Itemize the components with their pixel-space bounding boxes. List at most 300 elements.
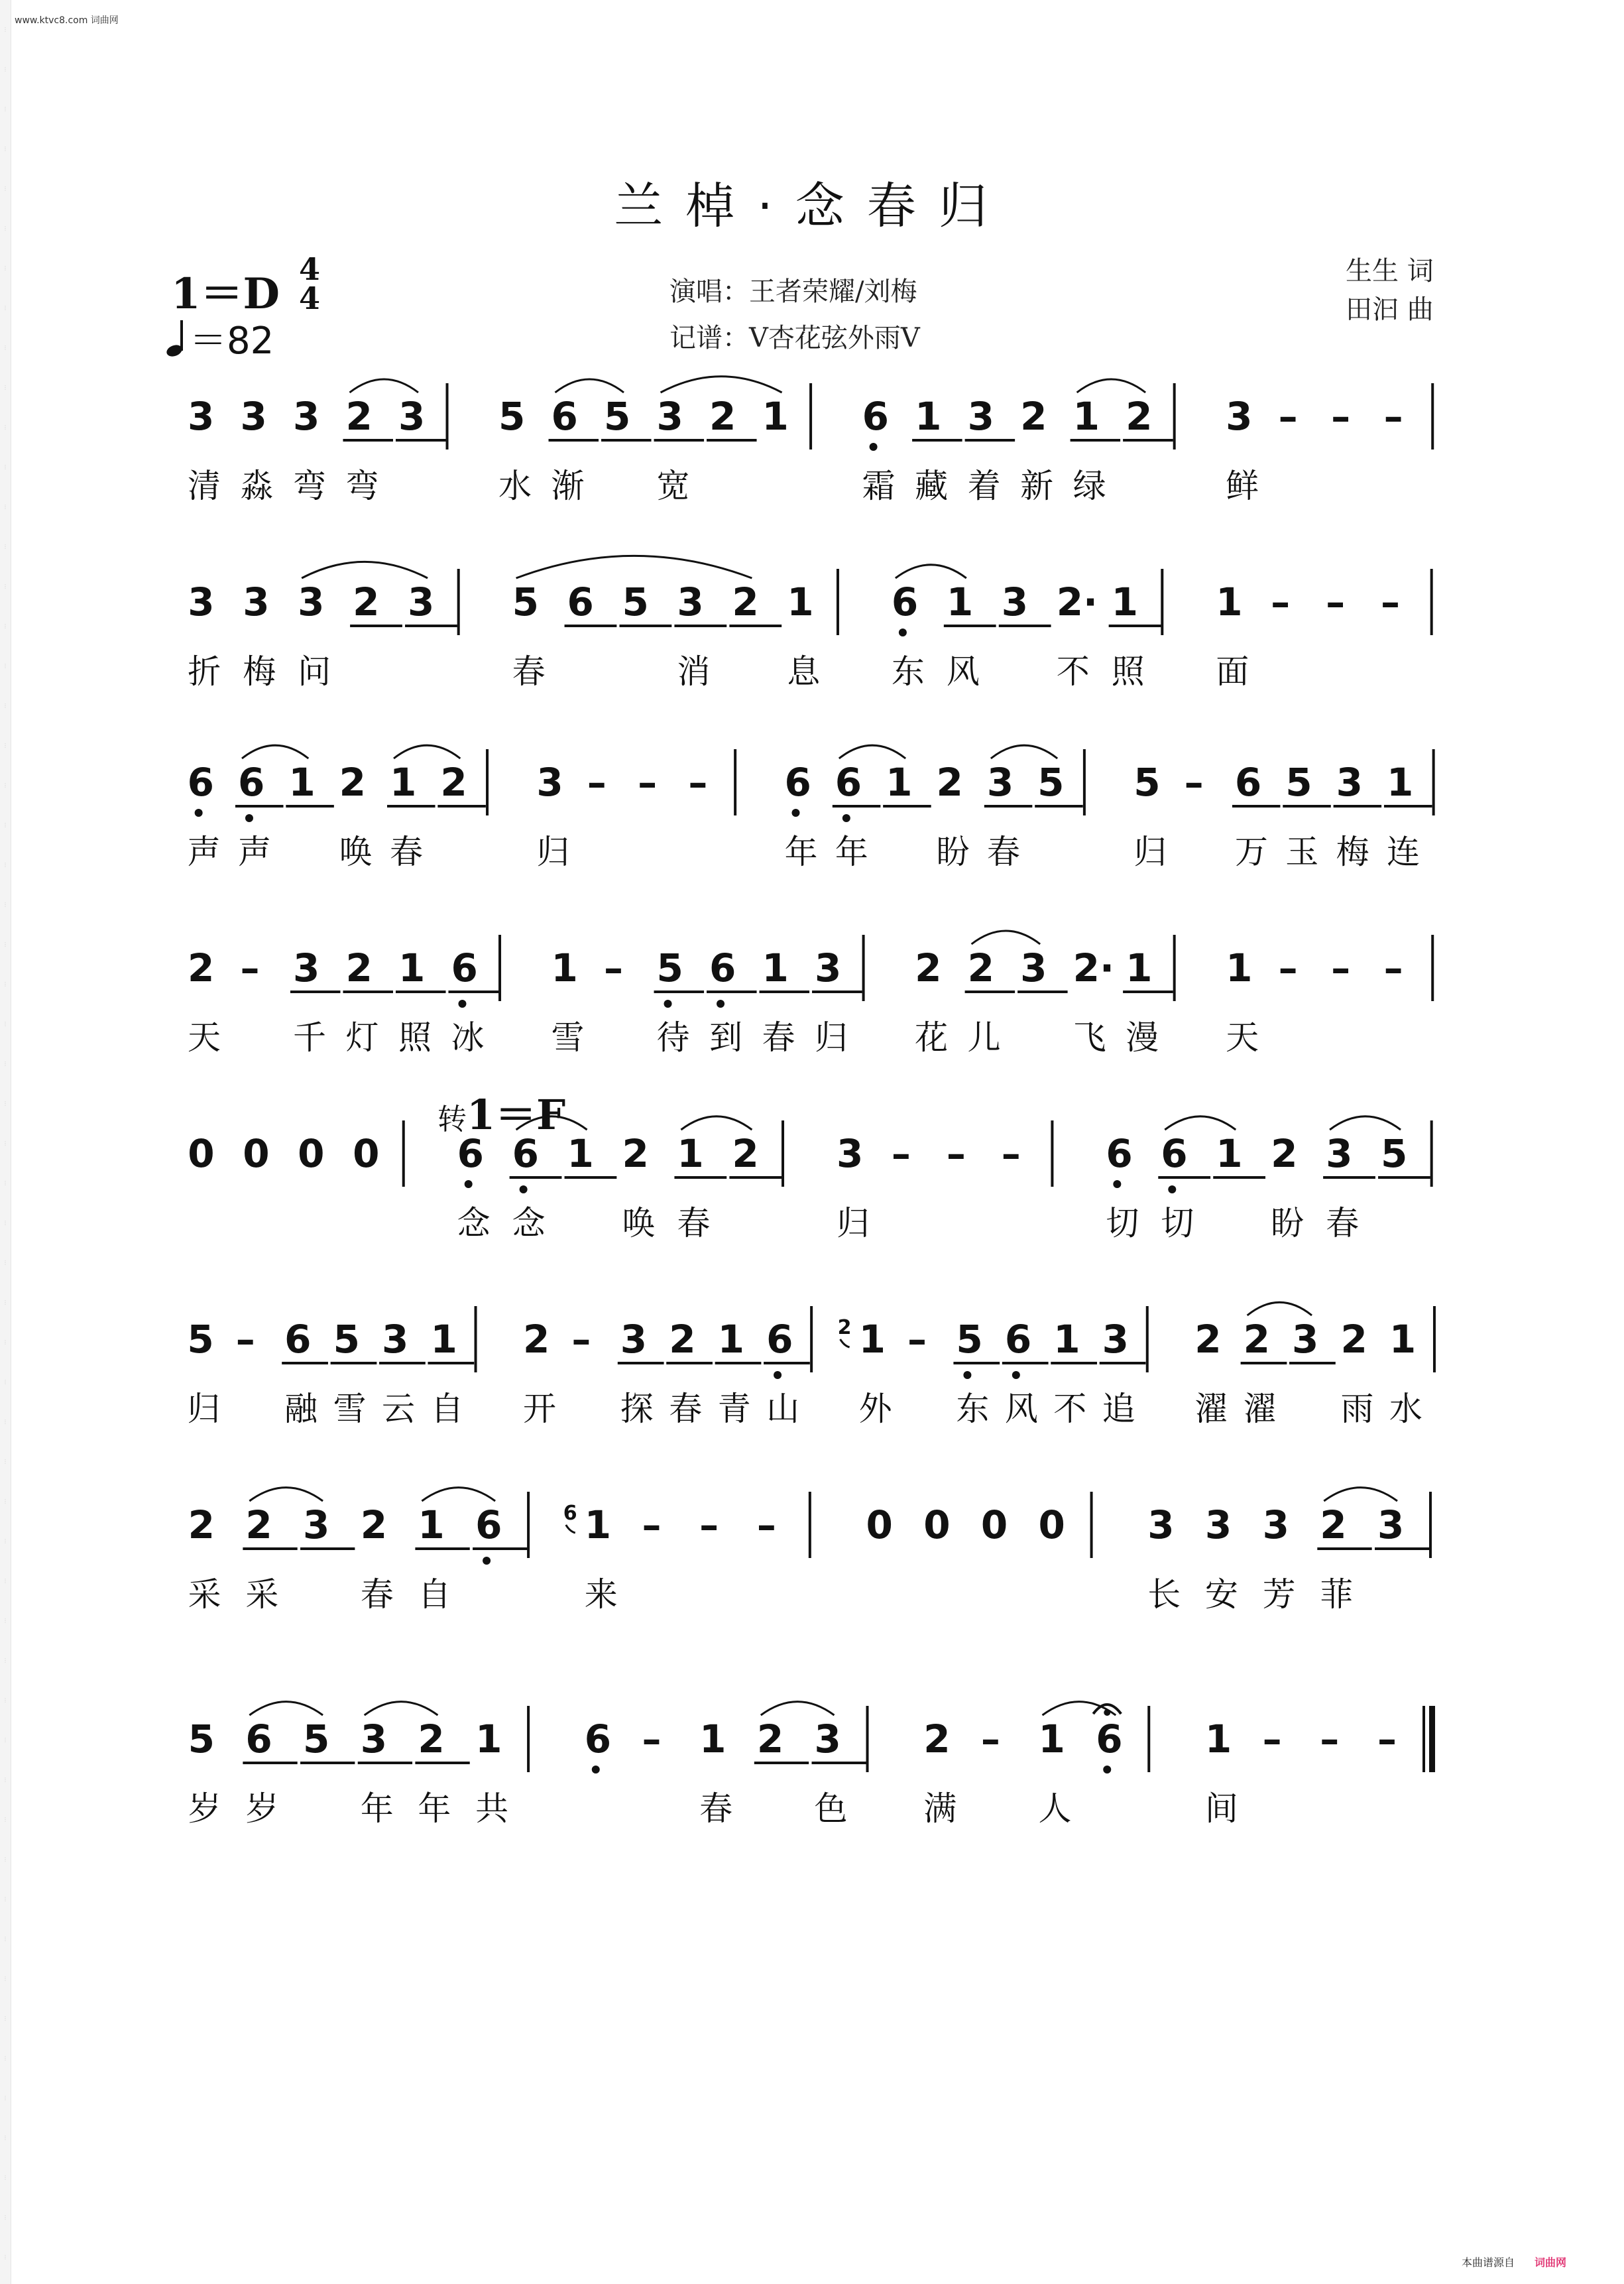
- underline-beam: [290, 991, 341, 993]
- lower-octave-dot: [195, 809, 203, 817]
- note: 3: [1204, 1502, 1232, 1547]
- lower-octave-dot: [458, 1000, 466, 1008]
- note: 2: [345, 945, 373, 991]
- underline-beam: [1317, 1547, 1371, 1550]
- margin-watermark-mark: ⋮: [3, 1379, 8, 1385]
- lyric-char: 声: [237, 833, 271, 871]
- lyric-char: 长: [1147, 1575, 1181, 1614]
- lyric-char: 花: [915, 1018, 949, 1057]
- lyric-char: 芳: [1262, 1575, 1296, 1614]
- underline-beam: [1241, 1362, 1287, 1364]
- note: –: [946, 1131, 966, 1176]
- final-bar-thick: [1429, 1706, 1435, 1772]
- note: 1: [699, 1716, 726, 1762]
- slur: [896, 565, 966, 578]
- lower-octave-dot: [870, 443, 878, 451]
- underline-beam: [1100, 1362, 1146, 1364]
- note: 6: [237, 760, 265, 805]
- underline-beam: [1213, 1176, 1265, 1179]
- margin-watermark-mark: ⋮: [3, 27, 8, 32]
- underline-beam: [674, 625, 726, 627]
- note: –: [638, 760, 658, 805]
- underline-beam: [618, 1362, 664, 1364]
- underline-beam: [243, 1547, 297, 1550]
- underline-beam: [812, 991, 862, 993]
- margin-watermark-mark: ⋮: [3, 1578, 8, 1584]
- note: 1: [475, 1716, 502, 1762]
- lyric-char: 漫: [1126, 1018, 1159, 1057]
- performer-line: 演唱：王者荣耀/刘梅: [669, 276, 917, 307]
- note: 2: [915, 945, 942, 991]
- note: 6: [584, 1716, 612, 1762]
- note: 0: [1038, 1502, 1065, 1547]
- note: 5: [498, 394, 526, 439]
- note: 2·: [1056, 579, 1098, 625]
- note: –: [756, 1502, 776, 1547]
- lower-octave-dot: [717, 1000, 725, 1008]
- bar-line: [810, 1306, 813, 1372]
- lyric-char: 绿: [1073, 467, 1106, 505]
- lyric-char: 唤: [339, 833, 373, 871]
- note: 3: [408, 579, 435, 625]
- note: 6: [1161, 1131, 1188, 1176]
- underline-beam: [286, 805, 334, 808]
- bar-line: [862, 935, 865, 1001]
- note: 6: [551, 394, 578, 439]
- note: 3: [1147, 1502, 1175, 1547]
- note: 2: [1126, 394, 1153, 439]
- underline-beam: [396, 439, 446, 442]
- note: –: [1381, 579, 1401, 625]
- slur: [516, 1116, 587, 1130]
- lower-octave-dot: [1168, 1185, 1176, 1193]
- slur: [249, 1488, 323, 1501]
- note: 1: [717, 1317, 745, 1362]
- lyric-char: 雪: [333, 1390, 367, 1428]
- underline-beam: [428, 1362, 474, 1364]
- bar-line: [837, 569, 839, 635]
- underline-beam: [1109, 625, 1161, 627]
- note: 3: [1292, 1317, 1319, 1362]
- underline-beam: [944, 625, 996, 627]
- underline-beam: [350, 625, 402, 627]
- lyric-char: 冰: [451, 1018, 485, 1057]
- lyric-char: 濯: [1243, 1390, 1277, 1428]
- bar-line: [1083, 749, 1086, 815]
- margin-watermark-mark: ⋮: [3, 1101, 8, 1107]
- lower-octave-dot: [963, 1371, 971, 1379]
- underline-beam: [1035, 805, 1083, 808]
- key-change-key: 1＝F: [467, 1091, 566, 1139]
- underline-beam: [300, 1762, 355, 1764]
- lyric-char: 万: [1234, 833, 1268, 871]
- lyric-char: 面: [1216, 652, 1249, 691]
- underline-beam: [1158, 1176, 1210, 1179]
- song-title: 兰棹·念春归: [614, 178, 1010, 235]
- key-signature: 1＝D: [171, 269, 280, 319]
- underline-beam: [754, 1762, 809, 1764]
- bar-line: [809, 383, 812, 450]
- lyric-char: 山: [766, 1390, 800, 1428]
- margin-watermark-mark: ⋮: [3, 663, 8, 669]
- underline-beam: [654, 991, 705, 993]
- underline-beam: [912, 439, 962, 442]
- note: –: [891, 1131, 911, 1176]
- lyric-char: 念: [457, 1204, 491, 1242]
- note: 3: [967, 394, 994, 439]
- underline-beam: [379, 1362, 426, 1364]
- note: 1: [886, 760, 913, 805]
- lyric-char: 鲜: [1226, 467, 1259, 505]
- lyric-char: 梅: [1336, 833, 1369, 871]
- note: 3: [986, 760, 1014, 805]
- lyric-char: 到: [709, 1018, 743, 1057]
- lyric-char: 待: [656, 1018, 690, 1057]
- note: 0: [980, 1502, 1008, 1547]
- lyric-char: 外: [858, 1390, 892, 1428]
- slur: [972, 931, 1041, 944]
- underline-beam: [565, 625, 617, 627]
- lyric-char: 弯: [292, 467, 326, 505]
- underline-beam: [1232, 805, 1281, 808]
- underline-beam: [965, 439, 1015, 442]
- note: 5: [512, 579, 539, 625]
- note: 2: [522, 1317, 550, 1362]
- underline-beam: [405, 625, 457, 627]
- margin-watermark-mark: ⋮: [3, 2214, 8, 2220]
- note: 2: [418, 1716, 445, 1762]
- margin-watermark-mark: ⋮: [3, 265, 8, 271]
- note: –: [1184, 760, 1204, 805]
- margin-watermark-mark: ⋮: [3, 504, 8, 510]
- lower-octave-dot: [842, 814, 850, 822]
- note: 0: [866, 1502, 893, 1547]
- note: 1: [858, 1317, 886, 1362]
- note: –: [688, 760, 708, 805]
- margin-watermark-mark: ⋮: [3, 544, 8, 550]
- underline-beam: [883, 805, 931, 808]
- note: –: [1383, 945, 1403, 991]
- note: 5: [188, 1716, 215, 1762]
- margin-watermark-mark: ⋮: [3, 941, 8, 947]
- bar-line: [734, 749, 736, 815]
- lyric-char: 飞: [1073, 1018, 1106, 1057]
- underline-beam: [601, 439, 652, 442]
- note: 2: [1340, 1317, 1367, 1362]
- margin-watermark-mark: ⋮: [3, 186, 8, 192]
- underline-beam: [1289, 1362, 1336, 1364]
- margin-watermark-mark: ⋮: [3, 2095, 8, 2101]
- margin-watermark-mark: ⋮: [3, 1498, 8, 1504]
- lyric-char: 归: [815, 1018, 848, 1057]
- underline-beam: [999, 625, 1051, 627]
- margin-watermark-mark: ⋮: [3, 583, 8, 589]
- slur: [1077, 379, 1146, 392]
- underline-beam: [549, 439, 599, 442]
- lyric-char: 淼: [240, 467, 274, 505]
- key-change-prefix: 转: [437, 1103, 467, 1136]
- underline-beam: [654, 439, 705, 442]
- margin-watermark-mark: ⋮: [3, 1777, 8, 1783]
- lyric-char: 菲: [1320, 1575, 1354, 1614]
- margin-watermark-mark: ⋮: [3, 345, 8, 351]
- underline-beam: [1378, 1176, 1430, 1179]
- lyric-char: 渐: [551, 467, 585, 505]
- bar-line: [1431, 383, 1434, 450]
- lyric-char: 连: [1386, 833, 1420, 871]
- transcriber-line: 记谱：V杏花弦外雨V: [669, 323, 920, 353]
- note: 3: [398, 394, 426, 439]
- note: –: [980, 1716, 1000, 1762]
- bar-line: [1430, 1120, 1433, 1187]
- lower-octave-dot: [899, 629, 907, 636]
- note: –: [642, 1502, 662, 1547]
- underline-beam: [760, 991, 810, 993]
- lyric-char: 归: [836, 1204, 870, 1242]
- lyric-char: 春: [677, 1204, 711, 1242]
- lyric-char: 不: [1056, 652, 1090, 691]
- note: 2: [1243, 1317, 1270, 1362]
- lyric-char: 消: [677, 652, 711, 691]
- note: 6: [862, 394, 889, 439]
- site-url: www.ktvc8.com 词曲网: [15, 15, 119, 26]
- note: 0: [353, 1131, 380, 1176]
- lyric-char: 春: [360, 1575, 394, 1614]
- note: 3: [677, 579, 704, 625]
- note: 5: [656, 945, 683, 991]
- note: 2·: [1073, 945, 1114, 991]
- note: –: [1331, 394, 1351, 439]
- note: 6: [891, 579, 919, 625]
- note: 3: [303, 1502, 330, 1547]
- margin-watermark-mark: ⋮: [3, 1140, 8, 1146]
- underline-beam: [1384, 805, 1432, 808]
- note: 1: [584, 1502, 612, 1547]
- bar-line: [809, 1492, 811, 1558]
- slur: [991, 745, 1057, 758]
- lower-octave-dot: [245, 814, 253, 822]
- bar-line: [527, 1492, 530, 1558]
- note: 2: [756, 1716, 784, 1762]
- note: –: [1278, 394, 1298, 439]
- lyric-char: 天: [1226, 1018, 1259, 1057]
- lower-octave-dot: [520, 1185, 528, 1193]
- underline-beam: [1002, 1362, 1049, 1364]
- note: 1: [567, 1131, 594, 1176]
- bar-line: [1090, 1492, 1093, 1558]
- note: 6: [284, 1317, 312, 1362]
- note: 3: [1020, 945, 1047, 991]
- note: 1: [1226, 945, 1253, 991]
- slur: [249, 1702, 323, 1715]
- note: –: [1331, 945, 1351, 991]
- underline-beam: [953, 1362, 1000, 1364]
- lower-octave-dot: [664, 1000, 672, 1008]
- note: 0: [188, 1131, 215, 1176]
- note: 6: [1004, 1317, 1032, 1362]
- lower-octave-dot: [483, 1557, 491, 1565]
- margin-watermark-mark: ⋮: [3, 2015, 8, 2021]
- lyric-char: 不: [1053, 1390, 1087, 1428]
- underline-beam: [1071, 439, 1121, 442]
- margin-watermark-mark: ⋮: [3, 1419, 8, 1425]
- margin-watermark-mark: ⋮: [3, 66, 8, 72]
- note: 2: [1194, 1317, 1222, 1362]
- note: 2: [360, 1502, 388, 1547]
- note: 1: [1204, 1716, 1232, 1762]
- underline-beam: [729, 1176, 782, 1179]
- lyric-char: 归: [187, 1390, 221, 1428]
- lyric-char: 息: [787, 652, 821, 691]
- lyric-char: 念: [512, 1204, 546, 1242]
- underline-beam: [965, 991, 1015, 993]
- lyric-char: 濯: [1194, 1390, 1228, 1428]
- note: –: [1326, 579, 1346, 625]
- underline-beam: [282, 1362, 328, 1364]
- lyric-char: 藏: [915, 467, 949, 505]
- margin-watermark-mark: ⋮: [3, 743, 8, 749]
- lyric-char: 问: [298, 652, 331, 691]
- note: 3: [240, 394, 267, 439]
- margin-watermark-mark: ⋮: [3, 862, 8, 868]
- slur: [761, 1702, 835, 1715]
- lower-octave-dot: [465, 1180, 473, 1188]
- margin-watermark-mark: ⋮: [3, 623, 8, 629]
- lyric-char: 梅: [243, 652, 276, 691]
- margin-watermark-mark: ⋮: [3, 146, 8, 152]
- note: 1: [1389, 1317, 1417, 1362]
- slur: [394, 745, 460, 758]
- lyric-char: 色: [814, 1789, 848, 1828]
- final-bar-thin: [1422, 1706, 1425, 1772]
- lyric-char: 千: [292, 1018, 326, 1057]
- note: 6: [1106, 1131, 1133, 1176]
- note: 1: [430, 1317, 457, 1362]
- margin-watermark-mark: ⋮: [3, 1976, 8, 1982]
- note: 1: [1073, 394, 1100, 439]
- lyric-char: 年: [784, 833, 818, 871]
- slur: [242, 745, 308, 758]
- bar-line: [446, 383, 449, 450]
- lyric-char: 融: [284, 1390, 318, 1428]
- bar-line: [1429, 1492, 1432, 1558]
- lyric-char: 春: [512, 652, 546, 691]
- note: 3: [1326, 1131, 1353, 1176]
- underline-beam: [235, 805, 284, 808]
- note: –: [571, 1317, 591, 1362]
- margin-watermark-mark: ⋮: [3, 464, 8, 470]
- note: 2: [622, 1131, 649, 1176]
- margin-watermark-mark: ⋮: [3, 1538, 8, 1544]
- underline-beam: [1334, 805, 1382, 808]
- margin-watermark-mark: ⋮: [3, 1697, 8, 1703]
- grace-slash: [841, 1339, 850, 1347]
- tempo-value: ＝82: [190, 320, 274, 363]
- note: 5: [333, 1317, 360, 1362]
- note: –: [1262, 1716, 1282, 1762]
- underline-beam: [387, 805, 435, 808]
- margin-watermark-mark: ⋮: [3, 1459, 8, 1465]
- underline-beam: [510, 1176, 562, 1179]
- underline-beam: [1123, 439, 1173, 442]
- note: 3: [1001, 579, 1029, 625]
- lyric-char: 年: [360, 1789, 394, 1828]
- margin-watermark-mark: ⋮: [3, 225, 8, 231]
- lyric-char: 春: [1326, 1204, 1360, 1242]
- lyric-char: 青: [717, 1390, 751, 1428]
- underline-beam: [343, 439, 393, 442]
- lower-octave-dot: [1113, 1180, 1121, 1188]
- note: 6: [1234, 760, 1262, 805]
- underline-beam: [715, 1362, 762, 1364]
- underline-beam: [473, 1547, 527, 1550]
- note: 2: [669, 1317, 696, 1362]
- note: 2: [245, 1502, 272, 1547]
- underline-beam: [437, 805, 486, 808]
- lower-octave-dot: [1103, 1766, 1111, 1773]
- lyric-char: 共: [475, 1789, 509, 1828]
- margin-watermark-mark: ⋮: [3, 385, 8, 391]
- bar-line: [782, 1120, 784, 1187]
- underline-beam: [331, 1362, 377, 1364]
- note: 1: [1216, 579, 1243, 625]
- lyric-char: 春: [699, 1789, 733, 1828]
- underline-beam: [358, 1762, 412, 1764]
- margin-watermark-mark: ⋮: [3, 1817, 8, 1823]
- note: –: [699, 1502, 719, 1547]
- bar-line: [1432, 749, 1435, 815]
- time-signature-top: 4: [298, 251, 320, 287]
- composer-line: 田汩 曲: [1346, 294, 1434, 325]
- note: 6: [567, 579, 594, 625]
- margin-watermark-mark: ⋮: [3, 2055, 8, 2061]
- margin-watermark-mark: ⋮: [3, 1896, 8, 1902]
- underline-beam: [984, 805, 1033, 808]
- lyric-char: 归: [536, 833, 570, 871]
- footer: [1462, 2254, 1566, 2269]
- bar-line: [498, 935, 501, 1001]
- lyric-char: 风: [946, 652, 980, 691]
- slur: [349, 379, 418, 392]
- bar-line: [866, 1706, 869, 1772]
- margin-watermark-mark: ⋮: [3, 1339, 8, 1345]
- note: 5: [1285, 760, 1312, 805]
- underline-beam: [415, 1547, 469, 1550]
- note: –: [604, 945, 624, 991]
- grace-note: 6: [563, 1502, 577, 1525]
- note: 2: [936, 760, 963, 805]
- note: –: [642, 1716, 662, 1762]
- lyric-char: 切: [1106, 1204, 1139, 1242]
- lyric-char: 春: [669, 1390, 703, 1428]
- note: 2: [709, 394, 736, 439]
- slur: [516, 556, 752, 578]
- lyric-char: 风: [1004, 1390, 1038, 1428]
- bar-line: [457, 569, 460, 635]
- bar-line: [1146, 1306, 1149, 1372]
- slur: [365, 1702, 438, 1715]
- lyric-char: 照: [1111, 652, 1145, 691]
- note: 3: [656, 394, 683, 439]
- underline-beam: [1283, 805, 1331, 808]
- note: 3: [1377, 1502, 1405, 1547]
- margin-watermark-mark: ⋮: [3, 2254, 8, 2260]
- lower-octave-dot: [774, 1371, 782, 1379]
- slur: [839, 745, 905, 758]
- slur: [1324, 1488, 1397, 1501]
- lyric-char: 来: [584, 1575, 618, 1614]
- note: 5: [187, 1317, 214, 1362]
